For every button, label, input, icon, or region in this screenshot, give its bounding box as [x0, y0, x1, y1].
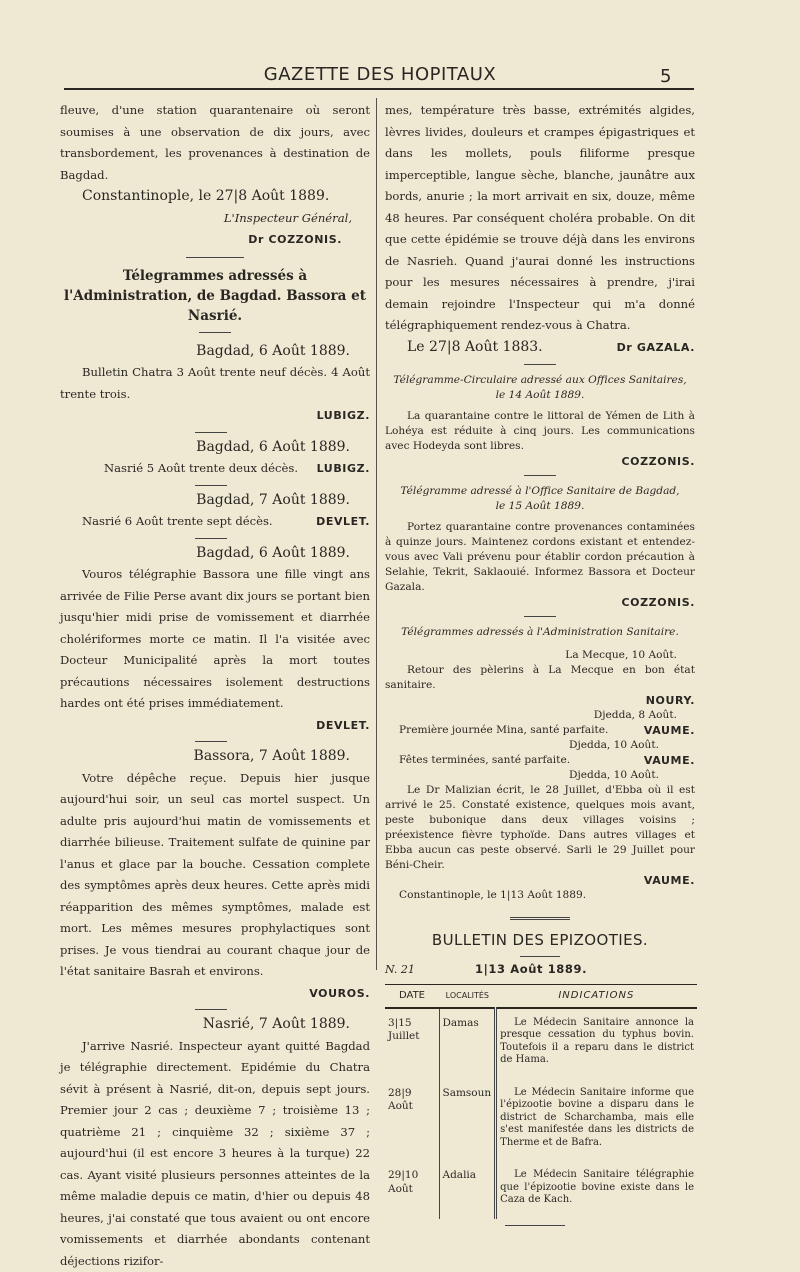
telegram-text: Bulletin Chatra 3 Août trente neuf décès. 4 Août trente trois. — [60, 362, 370, 405]
telegram-signature: DEVLET. — [316, 511, 370, 533]
separator — [195, 485, 227, 486]
separator — [520, 956, 560, 957]
section-title: Télegrammes adressés à l'Administration, de Bagdad. Bassora et Nasrié. — [60, 266, 370, 326]
message-signature: VAUME. — [644, 753, 695, 768]
telegram-signature: DEVLET. — [60, 715, 370, 737]
row-indication: Le Médecin Sanitaire informe que l'épizootie bovine a disparu dans le district de Scharchamba, mais elle s'est manifestée dans les districts de Therme et de Bafra. — [496, 1079, 697, 1162]
separator — [195, 432, 227, 433]
row-place: Samsoun — [439, 1079, 496, 1162]
row-place: Adalia — [439, 1161, 496, 1219]
table-header-row — [385, 985, 697, 1008]
row-indication: Le Médecin Sanitaire télégraphie que l'épizootie bovine existe dans le Caza de Kach. — [496, 1161, 697, 1219]
page-number: 5 — [660, 66, 671, 87]
telegram-date: Bagdad, 7 Août 1889. — [60, 490, 370, 512]
separator — [524, 616, 556, 617]
right-column — [385, 100, 695, 1226]
intro-signature: Dr COZZONIS. — [60, 229, 370, 251]
table-row — [385, 1079, 697, 1162]
double-separator — [510, 917, 570, 920]
separator — [524, 475, 556, 476]
message-text: Retour des pèlerins à La Mecque en bon état sanitaire. — [385, 663, 695, 693]
circular-date: le 14 Août 1889. — [385, 388, 695, 403]
intro-paragraph: fleuve, d'une station quarantenaire où seront soumises à une observation de dix jours, avec transbordement, les provenances à destination de Bagdad. — [60, 100, 370, 186]
message-place-date: Constantinople, le 1|13 Août 1889. — [385, 888, 695, 903]
row-indication: Le Médecin Sanitaire annonce la presque cessation du typhus bovin. Toutefois il a reparu dans le district de Hama. — [496, 1008, 697, 1079]
administration-title: Télégrammes adressés à l'Administration Sanitaire. — [385, 625, 695, 640]
bagdad-signature: COZZONIS. — [385, 595, 695, 610]
bulletin-date: 1|13 Août 1889. — [475, 959, 587, 981]
telegram-text: Nasrié 6 Août trente sept décès. — [60, 511, 273, 533]
separator — [199, 332, 231, 333]
column-header-indications: INDICATIONS — [496, 985, 697, 1008]
message-date: Djedda, 8 Août. — [385, 708, 695, 723]
telegram-signature: LUBIGZ. — [317, 458, 370, 480]
message-date: La Mecque, 10 Août. — [385, 648, 695, 663]
message-signature: VAUME. — [644, 723, 695, 738]
telegram-date: Bagdad, 6 Août 1889. — [60, 437, 370, 459]
column-divider — [376, 98, 377, 970]
column-header-date: DATE — [385, 985, 439, 1008]
row-date: 3|15 Juillet — [385, 1008, 439, 1079]
continued-date: Le 27|8 Août 1883. — [385, 337, 543, 359]
left-column — [60, 100, 370, 1272]
message-signature: VAUME. — [385, 873, 695, 888]
telegram-date: Bagdad, 6 Août 1889. — [60, 543, 370, 565]
continued-signature: Dr GAZALA. — [617, 337, 695, 359]
bulletin-title: BULLETIN DES EPIZOOTIES. — [385, 930, 695, 952]
bagdad-text: Portez quarantaine contre provenances contaminées à quinze jours. Maintenez cordons existant et entendez-vous avec Vali prévenu pour établir cordon précaution à Selahie, Tekrit, Saklaouié. Informez Bassora et Docteur Gazala. — [385, 520, 695, 595]
masthead-title: GAZETTE DES HOPITAUX — [0, 64, 760, 85]
epizootics-table — [385, 984, 697, 1219]
telegram-text: Votre dépêche reçue. Depuis hier jusque aujourd'hui soir, un seul cas mortel suspect. Un adulte pris aujourd'hui matin de vomissements et diarrhée bilieuse. Traitement sulfate de quinine par l'anus et glace par la bouche. Cessation complete des symptômes après deux heures. Cette après midi réapparition des mêmes symptômes, malade est mort. Les mêmes mesures prophylactiques sont prises. Je vous tiendrai au courant chaque jour de l'état sanitaire Basrah et environs. — [60, 768, 370, 983]
intro-role: L'Inspecteur Général, — [60, 208, 370, 230]
bagdad-title: Télégramme adressé à l'Office Sanitaire de Bagdad, — [385, 484, 695, 499]
message-text: Le Dr Malizian écrit, le 28 Juillet, d'Ebba où il est arrivé le 25. Constaté existence, quelques mois avant, peste bubonique dans deux villages voisins ; préexistence fièvre typhoïde. Dans autres villages et Ebba aucun cas peste observé. Sarli le 29 Juillet pour Béni-Cheir. — [385, 783, 695, 873]
message-signature: NOURY. — [385, 693, 695, 708]
row-place: Damas — [439, 1008, 496, 1079]
circular-signature: COZZONIS. — [385, 454, 695, 469]
separator — [524, 364, 556, 365]
telegram-text: J'arrive Nasrié. Inspecteur ayant quitté Bagdad je télégraphie directement. Epidémie du Chatra sévit à présent à Nasrié, dit-on, depuis sept jours. Premier jour 2 cas ; deuxième 7 ; troisième 13 ; quatrième 21 ; cinquième 32 ; sixième 37 ; aujourd'hui (il est encore 3 heures à la turque) 22 cas. Ayant visité plusieurs personnes atteintes de la même maladie depuis ce matin, d'hier ou depuis 48 heures, j'ai constaté que tous avaient ou ont encore vomissements et diarrhée abondants contenant déjections rizifor- — [60, 1036, 370, 1272]
table-row — [385, 1008, 697, 1079]
bagdad-date: le 15 Août 1889. — [385, 499, 695, 514]
intro-date: Constantinople, le 27|8 Août 1889. — [60, 186, 370, 208]
separator — [195, 741, 227, 742]
continued-text: mes, température très basse, extrémités algides, lèvres livides, douleurs et crampes épigastriques et dans les mollets, pouls filiforme presque imperceptible, langue sèche, blanche, jaunâtre aux bords, anurie ; la mort arrivait en six, douze, même 48 heures. Par conséquent choléra probable. On dit que cette épidémie se trouve déjà dans les environs de Nasrieh. Quand j'aurai donné les instructions pour les mesures nécessaires à prendre, j'irai demain rejoindre l'Inspecteur qui m'a donné télégraphiquement rendez-vous à Chatra. — [385, 100, 695, 337]
circular-text: La quarantaine contre le littoral de Yémen de Lith à Lohéya est réduite à cinq jours. Les communications avec Hodeyda sont libres. — [385, 409, 695, 454]
row-date: 28|9 Août — [385, 1079, 439, 1162]
message-text: Première journée Mina, santé parfaite. — [385, 723, 608, 738]
row-date: 29|10 Août — [385, 1161, 439, 1219]
separator — [195, 538, 227, 539]
separator — [505, 1225, 565, 1226]
telegram-signature: LUBIGZ. — [60, 405, 370, 427]
message-date: Djedda, 10 Août. — [385, 768, 695, 783]
telegram-signature: VOUROS. — [60, 983, 370, 1005]
table-row — [385, 1161, 697, 1219]
header-rule — [64, 88, 694, 90]
bulletin-number: N. 21 — [385, 959, 475, 981]
circular-title: Télégramme-Circulaire adressé aux Offices Sanitaires, — [385, 373, 695, 388]
message-date: Djedda, 10 Août. — [385, 738, 695, 753]
telegram-date: Bassora, 7 Août 1889. — [60, 746, 370, 768]
telegram-text: Vouros télégraphie Bassora une fille vingt ans arrivée de Filie Perse avant dix jours se portant bien jusqu'hier midi prise de vomissement et diarrhée cholériformes morte ce matin. Il l'a visitée avec Docteur Municipalité après la mort toutes précautions nécessaires isolement destructions hardes ont été prises immédiatement. — [60, 564, 370, 715]
column-header-places: LOCALITÉS — [439, 985, 496, 1008]
separator — [195, 1009, 227, 1010]
message-text: Fêtes terminées, santé parfaite. — [385, 753, 570, 768]
telegram-text: Nasrié 5 Août trente deux décès. — [60, 458, 298, 480]
telegram-date: Bagdad, 6 Août 1889. — [60, 341, 370, 363]
telegram-date: Nasrié, 7 Août 1889. — [60, 1014, 370, 1036]
separator — [186, 257, 244, 258]
